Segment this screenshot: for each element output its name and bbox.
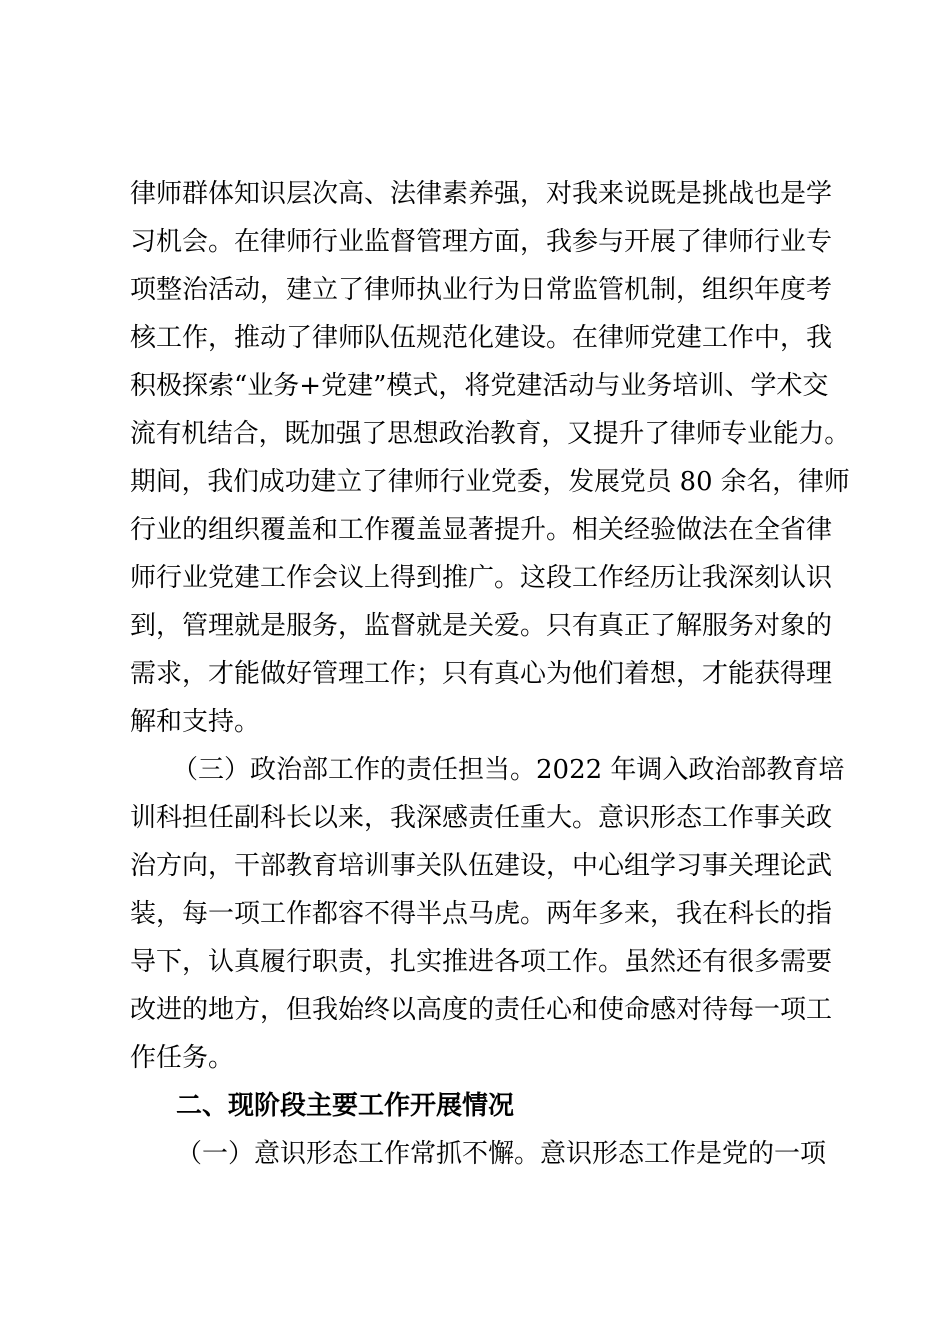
paragraph-line: 装，每一项工作都容不得半点马虎。两年多来，我在科长的指 [130,899,833,929]
paragraph-line: 改进的地方，但我始终以高度的责任心和使命感对待每一项工 [130,995,833,1025]
section-heading: 二、现阶段主要工作开展情况 [176,1091,515,1121]
body-line: 律师群体知识层次高、法律素养强，对我来说既是挑战也是学 [130,179,833,209]
paragraph-line: （三）政治部工作的责任担当。2022 年调入政治部教育培 [172,755,845,785]
body-line: 到，管理就是服务，监督就是关爱。只有真正了解服务对象的 [130,611,833,641]
paragraph-line: 导下，认真履行职责，扎实推进各项工作。虽然还有很多需要 [130,947,833,977]
paragraph-line: 作任务。 [130,1043,235,1073]
body-line: 行业的组织覆盖和工作覆盖显著提升。相关经验做法在全省律 [130,515,833,545]
body-line: 流有机结合，既加强了思想政治教育，又提升了律师专业能力。 [130,419,851,449]
body-line: 需求，才能做好管理工作；只有真心为他们着想，才能获得理 [130,659,833,689]
paragraph-line: 治方向，干部教育培训事关队伍建设，中心组学习事关理论武 [130,851,833,881]
body-line: 积极探索“业务+党建”模式，将党建活动与业务培训、学术交 [130,371,829,401]
body-line: 核工作，推动了律师队伍规范化建设。在律师党建工作中，我 [130,323,833,353]
paragraph-line: （一）意识形态工作常抓不懈。意识形态工作是党的一项 [176,1139,827,1169]
body-line: 师行业党建工作会议上得到推广。这段工作经历让我深刻认识 [130,563,833,593]
body-line: 习机会。在律师行业监督管理方面，我参与开展了律师行业专 [130,227,833,257]
body-line: 项整治活动，建立了律师执业行为日常监管机制，组织年度考 [130,275,833,305]
body-line: 解和支持。 [130,707,261,737]
body-line: 期间，我们成功建立了律师行业党委，发展党员 80 余名，律师 [130,467,850,497]
paragraph-line: 训科担任副科长以来，我深感责任重大。意识形态工作事关政 [130,803,833,833]
